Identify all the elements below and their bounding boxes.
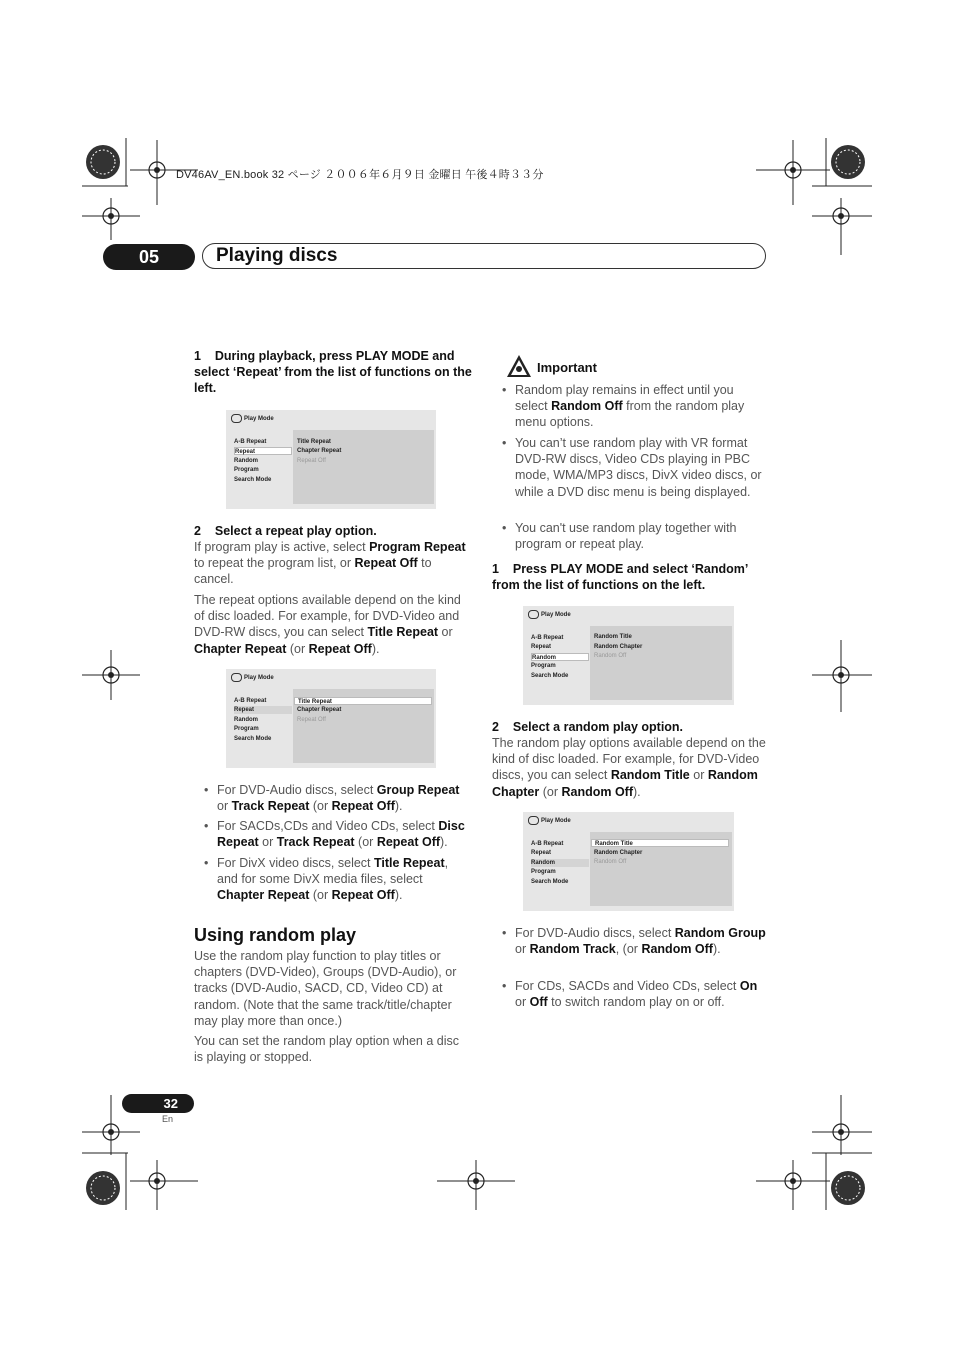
bullet-item: • For SACDs,CDs and Video CDs, select Disc Repeat or Track Repeat (or Repeat Off). xyxy=(195,818,471,850)
osd-menu-item: Random xyxy=(234,458,258,464)
osd-option: Random Title xyxy=(594,634,632,640)
important-bullet: • You can't use random play together with program or repeat play. xyxy=(493,520,767,552)
osd-option: Random Title xyxy=(591,839,729,847)
step-text: During playback, press PLAY MODE and select ‘Repeat’ from the list of functions on the left. xyxy=(194,349,472,395)
important-heading: Important xyxy=(537,360,597,375)
osd-menu-item: Search Mode xyxy=(531,879,569,885)
osd-option: Title Repeat xyxy=(294,697,432,705)
osd-menu-item: A-B Repeat xyxy=(531,635,564,641)
osd-menu-item: Search Mode xyxy=(234,736,272,742)
bullet-item: • For CDs, SACDs and Video CDs, select On or Off to switch random play on or off. xyxy=(493,978,767,1010)
important-bullet: • Random play remains in effect until you select Random Off from the random play menu options. xyxy=(493,382,767,431)
osd-title: Play Mode xyxy=(244,675,274,681)
osd-menu-item: Repeat xyxy=(531,850,552,856)
osd-title: Play Mode xyxy=(244,416,274,422)
left-step-2 xyxy=(194,523,472,539)
osd-menu-item: Random xyxy=(531,859,589,867)
left-step-1 xyxy=(194,348,472,396)
osd-menu-item: Repeat xyxy=(234,447,292,455)
osd-title: Play Mode xyxy=(541,818,571,824)
repeat-options-paragraph: The repeat options available depend on the kind of disc loaded. For example, for DVD-Video and DVD-RW discs, you can select Title Repeat or Chapter Repeat (or Repeat Off). xyxy=(194,593,461,656)
osd-option: Random Chapter xyxy=(594,850,643,856)
page-number: 32 xyxy=(122,1094,194,1113)
random-intro-paragraph: Use the random play function to play titles or chapters (DVD-Video), Groups (DVD-Audio), or tracks (DVD-Audio, SACD, CD, Video CD) at random. (Note that the same track/title/chapter may play more than once.) xyxy=(194,949,457,1028)
important-bullet: • You can’t use random play with VR format DVD-RW discs, Video CDs playing in PBC mode, WMA/MP3 discs, DivX video discs, or while a DVD disc menu is being displayed. xyxy=(493,435,767,500)
osd-option: Chapter Repeat xyxy=(297,448,342,454)
osd-option: Repeat Off xyxy=(297,717,326,723)
chapter-number: 05 xyxy=(103,244,195,270)
step-number: 1 xyxy=(492,562,499,576)
program-repeat-paragraph: If program play is active, select Program Repeat to repeat the program list, or Repeat Off to cancel. xyxy=(194,540,466,587)
osd-menu-item: Program xyxy=(234,467,259,473)
osd-option: Random Off xyxy=(594,859,627,865)
random-when-paragraph: You can set the random play option when a disc is playing or stopped. xyxy=(194,1034,459,1065)
osd-menu-item: A-B Repeat xyxy=(234,698,267,704)
osd-menu-item: Random xyxy=(531,653,589,661)
disc-icon xyxy=(231,414,242,423)
osd-option: Title Repeat xyxy=(297,439,331,445)
right-step-1 xyxy=(492,561,768,593)
osd-option: Repeat Off xyxy=(297,458,326,464)
step-text: Press PLAY MODE and select ‘Random’ from the list of functions on the left. xyxy=(492,562,748,592)
osd-repeat-options xyxy=(226,669,436,768)
osd-menu-item: Random xyxy=(234,717,258,723)
osd-menu-item: Program xyxy=(531,869,556,875)
osd-option: Random Chapter xyxy=(594,644,643,650)
random-options-paragraph: The random play options available depend on the kind of disc loaded. For example, for DVD-Video discs, you can select Random Title or Random Chapter (or Random Off). xyxy=(492,736,766,799)
osd-menu-item: Program xyxy=(234,726,259,732)
osd-menu-item: A-B Repeat xyxy=(531,841,564,847)
osd-menu-item: Search Mode xyxy=(531,673,569,679)
disc-icon xyxy=(528,816,539,825)
bullet-item: • For DVD-Audio discs, select Group Repeat or Track Repeat (or Repeat Off). xyxy=(195,782,471,814)
bullet-item: • For DivX video discs, select Title Repeat, and for some DivX media files, select Chapter Repeat (or Repeat Off). xyxy=(195,855,471,904)
disc-icon xyxy=(528,610,539,619)
osd-menu-item: Repeat xyxy=(234,706,292,714)
osd-menu-item: Repeat xyxy=(531,644,552,650)
step-number: 2 xyxy=(194,524,201,538)
file-info-header: DV46AV_EN.book 32 ページ ２００６年６月９日 金曜日 午後４時３３分 xyxy=(176,169,544,181)
osd-option: Random Off xyxy=(594,653,627,659)
osd-menu-item: Search Mode xyxy=(234,477,272,483)
section-title-random-play: Using random play xyxy=(194,925,357,945)
osd-option: Chapter Repeat xyxy=(297,707,342,713)
page-language: En xyxy=(162,1114,174,1124)
osd-random-menu xyxy=(523,606,734,705)
osd-menu-item: Program xyxy=(531,663,556,669)
important-icon xyxy=(506,354,532,378)
bullet-item: • For DVD-Audio discs, select Random Group or Random Track, (or Random Off). xyxy=(493,925,767,957)
chapter-title: Playing discs xyxy=(202,243,766,269)
osd-menu-item: A-B Repeat xyxy=(234,439,267,445)
right-step-2 xyxy=(492,719,768,735)
step-number: 2 xyxy=(492,720,499,734)
step-text: Select a random play option. xyxy=(512,720,684,734)
disc-icon xyxy=(231,673,242,682)
osd-repeat-menu xyxy=(226,410,436,509)
step-number: 1 xyxy=(194,349,201,363)
osd-random-options xyxy=(523,812,734,911)
step-text: Select a repeat play option. xyxy=(214,524,377,538)
osd-title: Play Mode xyxy=(541,612,571,618)
